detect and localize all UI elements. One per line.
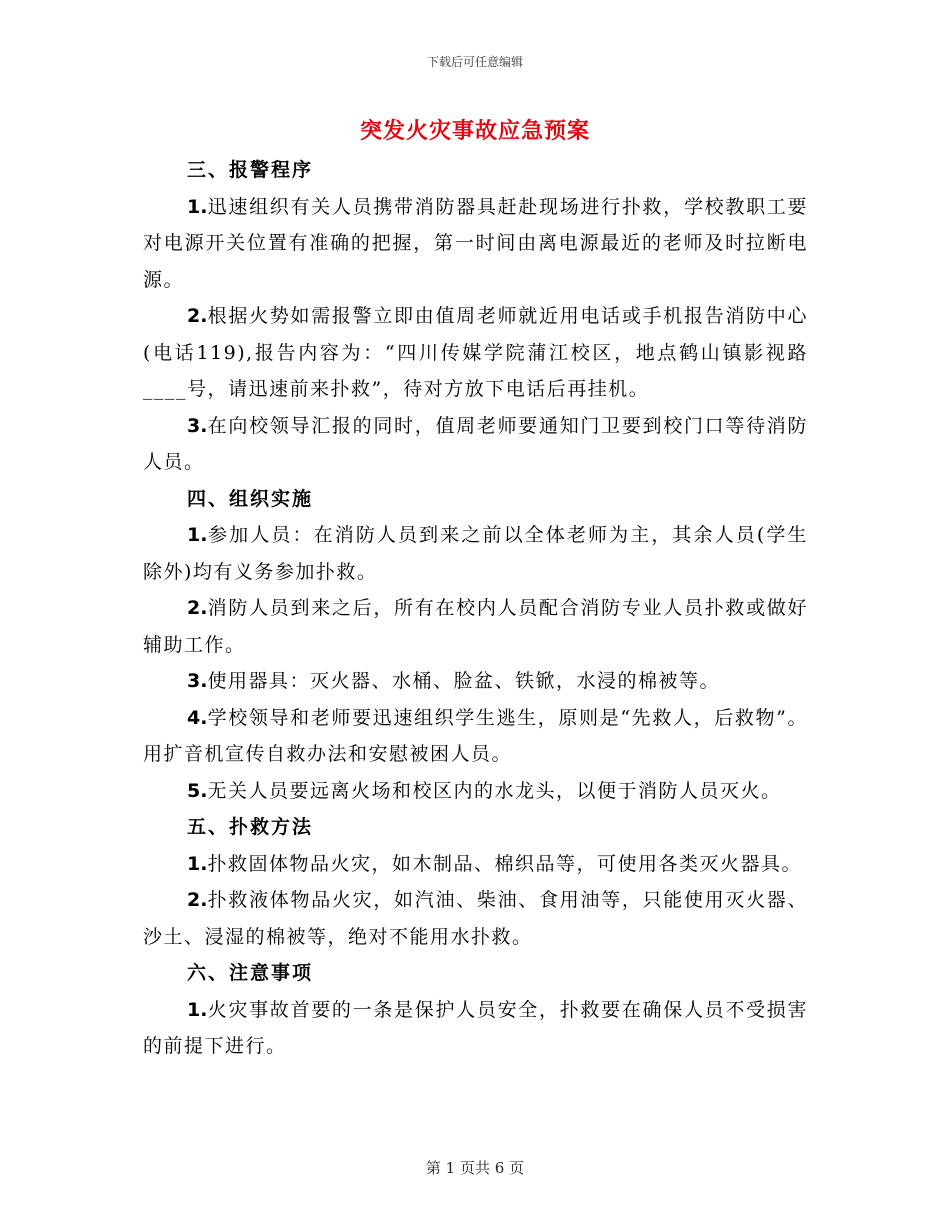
paragraph (143, 700, 808, 773)
paragraph-text: 消防人员到来之后，所有在校内人员配合消防专业人员扑救或做好辅助工作。 (143, 597, 808, 656)
paragraph-text: 参加人员：在消防人员到来之前以全体老师为主，其余人员(学生除外)均有义务参加扑救。 (143, 524, 808, 583)
paragraph (143, 773, 808, 810)
paragraph (143, 298, 808, 408)
paragraph-number: 3. (187, 670, 208, 692)
paragraph-number: 5. (187, 779, 208, 802)
paragraph (143, 189, 808, 299)
paragraph-text: 在向校领导汇报的同时，值周老师要通知门卫要到校门口等待消防人员。 (143, 414, 808, 473)
section-heading: 四、组织实施 (187, 487, 314, 510)
section-heading: 三、报警程序 (187, 159, 314, 181)
document-title: 突发火灾事故应急预案 (359, 118, 590, 144)
paragraph-text: 扑救液体物品火灾，如汽油、柴油、食用油等，只能使用灭火器、沙土、浸湿的棉被等，绝对不能用水扑救。 (143, 889, 808, 948)
paragraph (143, 882, 808, 955)
paragraph (143, 992, 808, 1065)
paragraph (143, 590, 808, 663)
paragraph-number: 1. (187, 852, 208, 875)
document-body (143, 152, 808, 1065)
paragraph-text: 迅速组织有关人员携带消防器具赶赴现场进行扑救，学校教职工要对电源开关位置有准确的把握，第一时间由离电源最近的老师及时拉断电源。 (143, 195, 808, 291)
paragraph-text: 火灾事故首要的一条是保护人员安全，扑救要在确保人员不受损害的前提下进行。 (143, 998, 808, 1057)
paragraph-number: 2. (187, 597, 208, 619)
paragraph (143, 663, 808, 700)
section-heading: 五、扑救方法 (187, 816, 314, 838)
header-note: 下载后可任意编辑 (426, 55, 523, 69)
paragraph-number: 3. (187, 414, 208, 437)
paragraph-number: 1. (187, 524, 208, 546)
paragraph (143, 846, 808, 883)
paragraph-number: 2. (187, 889, 208, 911)
paragraph (143, 408, 808, 481)
paragraph-text: 扑救固体物品火灾，如木制品、棉织品等，可使用各类灭火器具。 (207, 852, 802, 875)
paragraph-number: 1. (187, 998, 208, 1021)
paragraph-text: 使用器具：灭火器、水桶、脸盆、铁锨，水浸的棉被等。 (207, 670, 720, 692)
section-heading: 六、注意事项 (187, 962, 314, 984)
paragraph-number: 2. (187, 305, 208, 327)
paragraph-text: 根据火势如需报警立即由值周老师就近用电话或手机报告消防中心(电话119),报告内容为：“四川传媒学院蒲江校区，地点鹤山镇影视路____号，请迅速前来扑救”，待对方放下电话后再挂机。 (143, 305, 808, 400)
paragraph-number: 4. (187, 706, 208, 729)
paragraph-text: 学校领导和老师要迅速组织学生逃生，原则是“先救人，后救物”。用扩音机宣传自救办法和安慰被困人员。 (143, 706, 808, 765)
page-footer: 第 1 页共 6 页 (425, 1159, 525, 1177)
paragraph-text: 无关人员要远离火场和校区内的水龙头，以便于消防人员灭火。 (207, 779, 782, 802)
paragraph (143, 517, 808, 590)
paragraph-number: 1. (187, 195, 208, 218)
